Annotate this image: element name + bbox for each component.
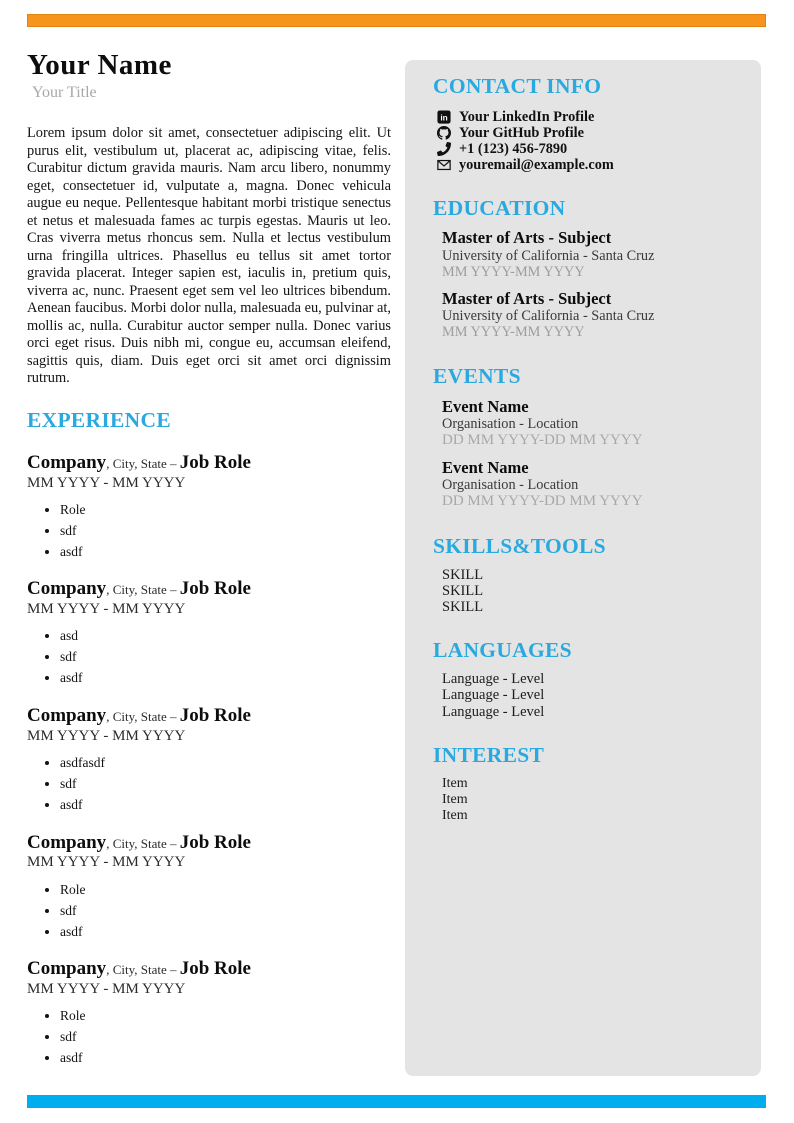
job-bullets <box>27 503 391 560</box>
contact-label: Your GitHub Profile <box>459 124 584 141</box>
job-bullet: • asdf <box>60 798 391 813</box>
experience-list <box>27 452 391 1066</box>
job-bullet: • sdf <box>60 1030 391 1045</box>
email-icon <box>437 158 451 172</box>
job-location: , City, State – <box>106 962 180 978</box>
job-heading <box>27 578 391 600</box>
contact-item[interactable] <box>437 141 739 157</box>
job-bullet: • asdf <box>60 545 391 560</box>
job-dates: MM YYYY - MM YYYY <box>27 854 186 871</box>
interest-item: Item <box>442 807 468 823</box>
skill-item: SKILL <box>442 566 484 583</box>
event-entry <box>442 397 739 450</box>
school: University of California - Santa Cruz <box>442 247 655 264</box>
summary-paragraph: Lorem ipsum dolor sit amet, consectetuer adipiscing elit. Ut purus elit, vestibulum ut, placerat ac, adipiscing vitae, felis. Curabitur dictum gravida mauris. Nam arcu libero, nonummy eget, consectetuer id, vulputate a, magna. Donec vehicula augue eu neque. Pellentesque habitant morbi tristique senectus et netus et malesuada fames ac turpis egestas. Mauris ut leo. Cras viverra metus rhoncus sem. Nulla et lectus vestibulum urna fringilla ultrices. Phasellus eu tellus sit amet tortor gravida placerat. Integer sapien est, iaculis in, pretium quis, viverra ac, nunc. Praesent eget sem vel leo ultrices bibendum. Aenean faucibus. Morbi dolor nulla, malesuada eu, pulvinar at, mollis ac, nulla. Curabitur auctor semper nulla. Donec varius orci eget risus. Duis nibh mi, congue eu, accumsan eleifend, sagittis quis, diam. Duis eget orci sit amet orci dignissim rutrum. <box>27 125 391 387</box>
job-dates: MM YYYY - MM YYYY <box>27 601 186 618</box>
event-organisation: Organisation - Location <box>442 415 579 432</box>
contact-list <box>437 109 739 173</box>
job-bullet: • Role <box>60 1009 391 1024</box>
contact-item[interactable] <box>437 109 739 125</box>
job-heading <box>27 958 391 980</box>
experience-heading: EXPERIENCE <box>27 407 171 432</box>
job-heading <box>27 705 391 727</box>
skill-item: SKILL <box>442 599 484 616</box>
skill-item: SKILL <box>442 582 484 599</box>
job-bullet: • Role <box>60 883 391 898</box>
contact-label: youremail@example.com <box>459 156 614 173</box>
top-accent-bar <box>27 14 766 27</box>
language-item: Language - Level <box>442 687 545 704</box>
job-bullet: • Role <box>60 503 391 518</box>
job-bullet: • asdf <box>60 925 391 940</box>
job-heading <box>27 832 391 854</box>
contact-label: Your LinkedIn Profile <box>459 108 595 125</box>
job-role: Job Role <box>179 704 251 726</box>
skills-heading: SKILLS&TOOLS <box>433 533 606 558</box>
interest-item: Item <box>442 791 468 807</box>
contact-heading: CONTACT INFO <box>433 74 602 98</box>
education-dates: MM YYYY-MM YYYY <box>442 324 585 341</box>
company-name: Company <box>27 451 107 473</box>
education-list <box>442 228 739 341</box>
job-entry <box>27 958 391 1066</box>
contact-item[interactable] <box>437 125 739 141</box>
degree: Master of Arts - Subject <box>442 288 612 308</box>
language-item: Language - Level <box>442 671 545 688</box>
job-bullets <box>27 756 391 813</box>
job-location: , City, State – <box>106 455 180 471</box>
job-dates: MM YYYY - MM YYYY <box>27 474 186 491</box>
job-location: , City, State – <box>106 835 180 851</box>
job-entry <box>27 452 391 560</box>
job-bullet: • asdf <box>60 671 391 686</box>
svg-text:in: in <box>440 112 448 123</box>
education-heading: EDUCATION <box>433 195 566 220</box>
person-title: Your Title <box>32 83 97 101</box>
job-role: Job Role <box>179 958 251 980</box>
person-name: Your Name <box>27 49 172 81</box>
job-entry <box>27 832 391 940</box>
job-dates: MM YYYY - MM YYYY <box>27 727 186 744</box>
languages-list <box>442 671 739 720</box>
languages-heading: LANGUAGES <box>433 638 572 663</box>
job-entry <box>27 578 391 686</box>
education-entry <box>442 289 739 341</box>
job-entry <box>27 705 391 813</box>
job-bullet: • sdf <box>60 524 391 539</box>
language-item: Language - Level <box>442 703 545 720</box>
events-list <box>442 397 739 511</box>
event-entry <box>442 458 739 511</box>
event-name: Event Name <box>442 396 529 416</box>
job-dates: MM YYYY - MM YYYY <box>27 980 186 997</box>
company-name: Company <box>27 578 107 600</box>
company-name: Company <box>27 704 107 726</box>
events-heading: EVENTS <box>433 364 521 388</box>
school: University of California - Santa Cruz <box>442 307 655 324</box>
contact-label: +1 (123) 456-7890 <box>459 140 568 157</box>
event-dates: DD MM YYYY-DD MM YYYY <box>442 432 643 449</box>
interest-list <box>442 776 739 824</box>
main-column <box>27 50 391 1072</box>
education-entry <box>442 228 739 280</box>
job-heading <box>27 452 391 474</box>
job-bullets <box>27 629 391 686</box>
job-bullet: • asd <box>60 629 391 644</box>
job-role: Job Role <box>179 451 251 473</box>
event-dates: DD MM YYYY-DD MM YYYY <box>442 493 643 510</box>
job-bullet: • asdfasdf <box>60 756 391 771</box>
job-location: , City, State – <box>106 708 180 724</box>
job-bullet: • asdf <box>60 1051 391 1066</box>
job-location: , City, State – <box>106 582 180 598</box>
company-name: Company <box>27 831 107 853</box>
event-organisation: Organisation - Location <box>442 476 579 493</box>
contact-item[interactable] <box>437 157 739 173</box>
job-bullet: • sdf <box>60 777 391 792</box>
job-role: Job Role <box>179 578 251 600</box>
event-name: Event Name <box>442 457 529 477</box>
job-role: Job Role <box>179 831 251 853</box>
sidebar <box>405 60 761 1076</box>
bottom-accent-bar <box>27 1095 766 1108</box>
phone-icon <box>437 142 451 156</box>
skills-list <box>442 567 739 616</box>
job-bullet: • sdf <box>60 904 391 919</box>
interest-item: Item <box>442 775 468 791</box>
education-dates: MM YYYY-MM YYYY <box>442 264 585 280</box>
job-bullet: • sdf <box>60 650 391 665</box>
job-bullets <box>27 1009 391 1066</box>
company-name: Company <box>27 958 107 980</box>
degree: Master of Arts - Subject <box>442 228 612 248</box>
linkedin-icon <box>437 110 451 124</box>
interest-heading: INTEREST <box>433 742 545 767</box>
job-bullets <box>27 883 391 940</box>
github-icon <box>437 126 451 140</box>
